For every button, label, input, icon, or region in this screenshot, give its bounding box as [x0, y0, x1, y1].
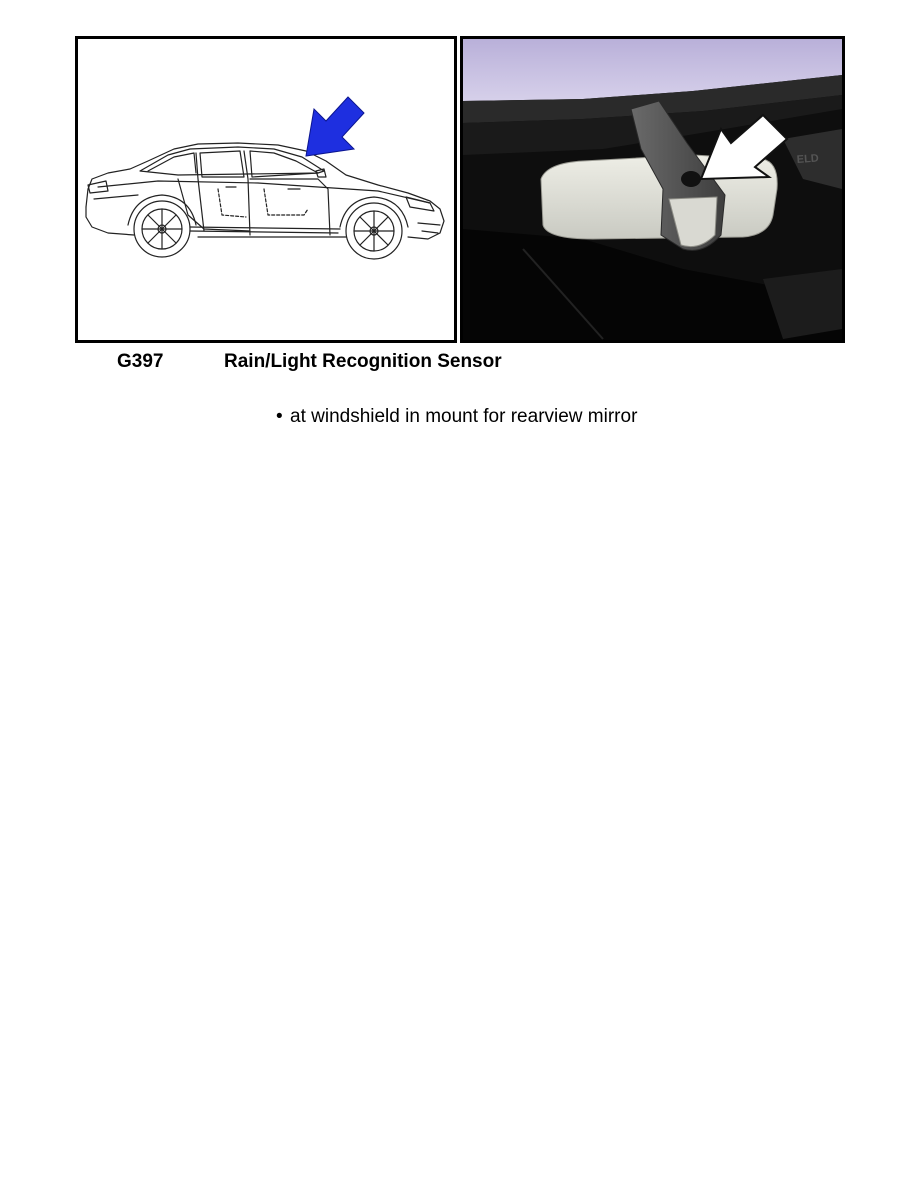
- arrow-pointing-icon: [306, 97, 364, 156]
- location-text: at windshield in mount for rearview mirror: [290, 406, 638, 427]
- car-diagram-panel: [75, 36, 457, 343]
- component-id-label: G397: [117, 351, 164, 372]
- bullet-icon: •: [276, 406, 283, 427]
- svg-text:ELD: ELD: [796, 152, 820, 166]
- rearview-mirror-mount-photo: [463, 39, 842, 340]
- mirror-mount-photo-panel: [460, 36, 845, 343]
- car-side-view-illustration: [78, 39, 454, 340]
- component-name-heading: Rain/Light Recognition Sensor: [224, 351, 502, 372]
- location-bullet-item: [276, 406, 637, 428]
